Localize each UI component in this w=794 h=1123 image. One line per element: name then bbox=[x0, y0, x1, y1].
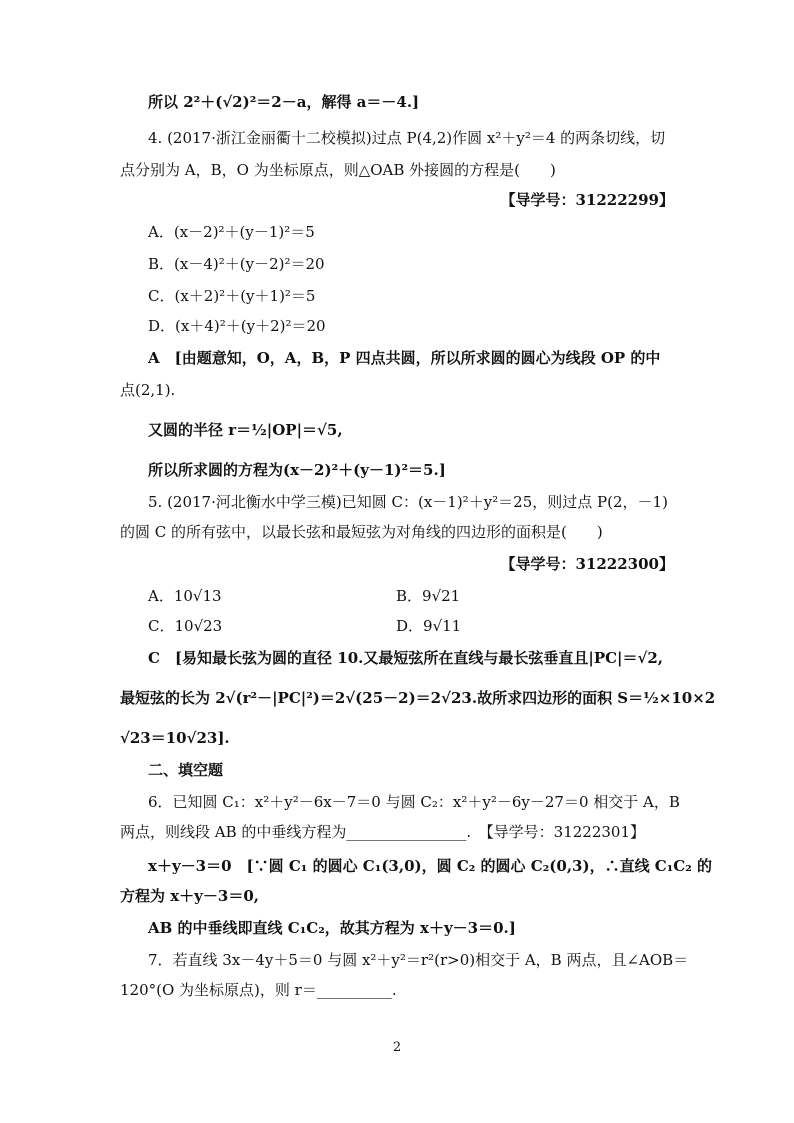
text-line: √23＝10√23]. bbox=[120, 729, 230, 747]
answer-5: C [易知最长弦为圆的直径 10.又最短弦所在直线与最长弦垂直且|PC|＝√2, bbox=[148, 649, 664, 667]
text-line: 120°(O 为坐标原点)，则 r＝__________. bbox=[120, 981, 397, 999]
question-4: 4. (2017·浙江金丽衢十二校模拟)过点 P(4,2)作圆 x²＋y²＝4 的两条切线，切 bbox=[148, 129, 666, 147]
text-line: 方程为 x＋y－3＝0, bbox=[120, 887, 259, 905]
option-c: C．10√23 bbox=[148, 617, 223, 635]
text-line: AB 的中垂线即直线 C₁C₂，故其方程为 x＋y－3＝0.] bbox=[148, 919, 516, 937]
guide-number: 【导学号：31222299】 bbox=[500, 191, 674, 209]
text-line: 的圆 C 的所有弦中，以最长弦和最短弦为对角线的四边形的面积是( ) bbox=[120, 523, 603, 541]
option-d: D．(x＋4)²＋(y＋2)²＝20 bbox=[148, 317, 326, 335]
option-d: D．9√11 bbox=[396, 617, 462, 635]
option-c: C．(x＋2)²＋(y＋1)²＝5 bbox=[148, 287, 316, 305]
text-line: 所以 2²＋(√2)²＝2－a，解得 a＝－4.] bbox=[148, 93, 420, 111]
answer-6: x＋y－3＝0 [∵圆 C₁ 的圆心 C₁(3,0)，圆 C₂ 的圆心 C₂(0,3)，∴直线 C₁C₂ 的 bbox=[148, 857, 713, 875]
option-b: B．9√21 bbox=[396, 587, 461, 605]
text-line: 所以所求圆的方程为(x－2)²＋(y－1)²＝5.] bbox=[148, 461, 446, 479]
question-5: 5. (2017·河北衡水中学三模)已知圆 C：(x－1)²＋y²＝25，则过点 P(2，－1) bbox=[148, 493, 668, 511]
answer-4: A [由题意知，O，A，B，P 四点共圆，所以所求圆的圆心为线段 OP 的中 bbox=[148, 349, 661, 367]
option-a: A．(x－2)²＋(y－1)²＝5 bbox=[148, 223, 315, 241]
text-line: 点分别为 A，B，O 为坐标原点，则△OAB 外接圆的方程是( ) bbox=[120, 161, 556, 179]
text-line: 最短弦的长为 2√(r²－|PC|²)＝2√(25－2)＝2√23.故所求四边形的面积 S＝½×10×2 bbox=[120, 689, 716, 707]
text-line: 两点，则线段 AB 的中垂线方程为________________. 【导学号：31222301】 bbox=[120, 823, 646, 841]
page-number: 2 bbox=[392, 1040, 402, 1055]
question-7: 7．若直线 3x－4y＋5＝0 与圆 x²＋y²＝r²(r>0)相交于 A，B 两点，且∠AOB＝ bbox=[148, 951, 689, 969]
section-heading: 二、填空题 bbox=[148, 761, 224, 779]
option-b: B．(x－4)²＋(y－2)²＝20 bbox=[148, 255, 325, 273]
option-a: A．10√13 bbox=[148, 587, 222, 605]
question-6: 6．已知圆 C₁：x²＋y²－6x－7＝0 与圆 C₂：x²＋y²－6y－27＝0 相交于 A，B bbox=[148, 793, 680, 811]
text-line: 又圆的半径 r＝½|OP|＝√5, bbox=[148, 421, 343, 439]
guide-number: 【导学号：31222300】 bbox=[500, 555, 674, 573]
text-line: 点(2,1). bbox=[120, 381, 176, 399]
